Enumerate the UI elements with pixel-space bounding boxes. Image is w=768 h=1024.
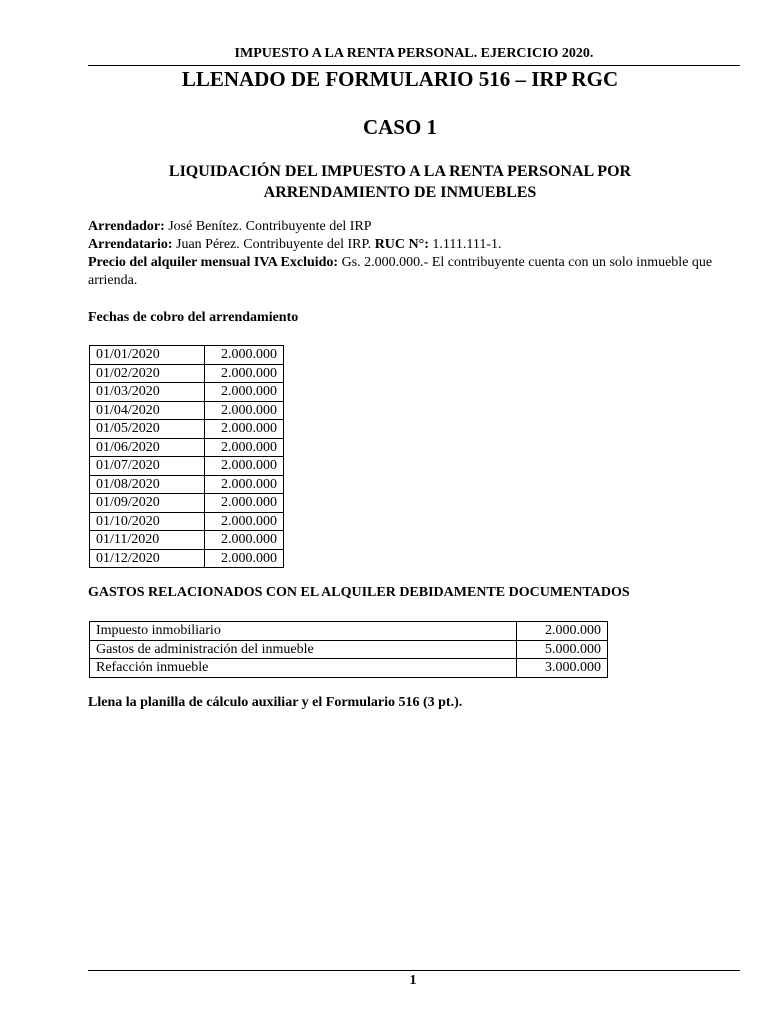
table-row	[90, 531, 284, 550]
payment-amount: 2.000.000	[205, 401, 284, 420]
expense-description: Refacción inmueble	[90, 659, 517, 678]
precio-line	[88, 254, 743, 290]
arrendador-value: José Benítez. Contribuyente del IRP	[164, 219, 372, 234]
table-row	[90, 401, 284, 420]
case-title: CASO 1	[362, 115, 438, 139]
table-row	[90, 438, 284, 457]
payment-date: 01/01/2020	[90, 346, 205, 365]
expense-amount: 5.000.000	[517, 640, 608, 659]
payment-amount: 2.000.000	[205, 494, 284, 513]
table-row	[90, 457, 284, 476]
payment-date: 01/06/2020	[90, 438, 205, 457]
table-row	[90, 364, 284, 383]
precio-label: Precio del alquiler mensual IVA Excluido:	[88, 255, 339, 270]
payment-amount: 2.000.000	[205, 346, 284, 365]
payment-amount: 2.000.000	[205, 549, 284, 568]
instruction-text: Llena la planilla de cálculo auxiliar y el Formulario 516 (3 pt.).	[88, 695, 463, 710]
payment-date: 01/09/2020	[90, 494, 205, 513]
precio-value: Gs. 2.000.000.- El contribuyente cuenta con un solo inmueble que arrienda.	[88, 255, 713, 288]
table-row	[90, 494, 284, 513]
payment-date: 01/03/2020	[90, 383, 205, 402]
payment-amount: 2.000.000	[205, 475, 284, 494]
payment-amount: 2.000.000	[205, 383, 284, 402]
ruc-label: RUC N°:	[374, 237, 429, 252]
payment-amount: 2.000.000	[205, 457, 284, 476]
table-row	[90, 346, 284, 365]
table-row	[90, 420, 284, 439]
header-divider	[88, 65, 740, 66]
table-row	[90, 622, 608, 641]
payment-date: 01/04/2020	[90, 401, 205, 420]
expense-amount: 2.000.000	[517, 622, 608, 641]
payment-date: 01/11/2020	[90, 531, 205, 550]
arrendatario-value: Juan Pérez. Contribuyente del IRP.	[172, 237, 375, 252]
section-subtitle	[88, 161, 712, 203]
case-info	[88, 218, 743, 290]
payment-amount: 2.000.000	[205, 512, 284, 531]
payment-amount: 2.000.000	[205, 438, 284, 457]
arrendador-line	[88, 218, 743, 236]
expense-amount: 3.000.000	[517, 659, 608, 678]
table-row	[90, 640, 608, 659]
expense-description: Gastos de administración del inmueble	[90, 640, 517, 659]
table-row	[90, 512, 284, 531]
subtitle-line-1: LIQUIDACIÓN DEL IMPUESTO A LA RENTA PERSONAL POR	[168, 163, 632, 180]
subtitle-line-2: ARRENDAMIENTO DE INMUEBLES	[263, 184, 537, 201]
payment-date: 01/05/2020	[90, 420, 205, 439]
table-row	[90, 659, 608, 678]
payment-amount: 2.000.000	[205, 531, 284, 550]
table-row	[90, 475, 284, 494]
payment-amount: 2.000.000	[205, 420, 284, 439]
footer-divider	[88, 970, 740, 971]
ruc-value: 1.111.111-1.	[428, 237, 502, 252]
payments-table	[89, 345, 284, 568]
arrendatario-line	[88, 236, 743, 254]
payment-date: 01/10/2020	[90, 512, 205, 531]
document-header: IMPUESTO A LA RENTA PERSONAL. EJERCICIO 2020.	[234, 46, 594, 61]
expenses-label: GASTOS RELACIONADOS CON EL ALQUILER DEBIDAMENTE DOCUMENTADOS	[88, 585, 630, 600]
document-title: LLENADO DE FORMULARIO 516 – IRP RGC	[181, 67, 619, 91]
arrendador-label: Arrendador:	[88, 219, 165, 234]
payment-date: 01/07/2020	[90, 457, 205, 476]
page-number: 1	[409, 973, 417, 988]
arrendatario-label: Arrendatario:	[88, 237, 173, 252]
payment-date: 01/02/2020	[90, 364, 205, 383]
payments-label: Fechas de cobro del arrendamiento	[88, 310, 299, 325]
table-row	[90, 383, 284, 402]
payment-amount: 2.000.000	[205, 364, 284, 383]
expense-description: Impuesto inmobiliario	[90, 622, 517, 641]
table-row	[90, 549, 284, 568]
payment-date: 01/12/2020	[90, 549, 205, 568]
payment-date: 01/08/2020	[90, 475, 205, 494]
expenses-table	[89, 621, 608, 678]
